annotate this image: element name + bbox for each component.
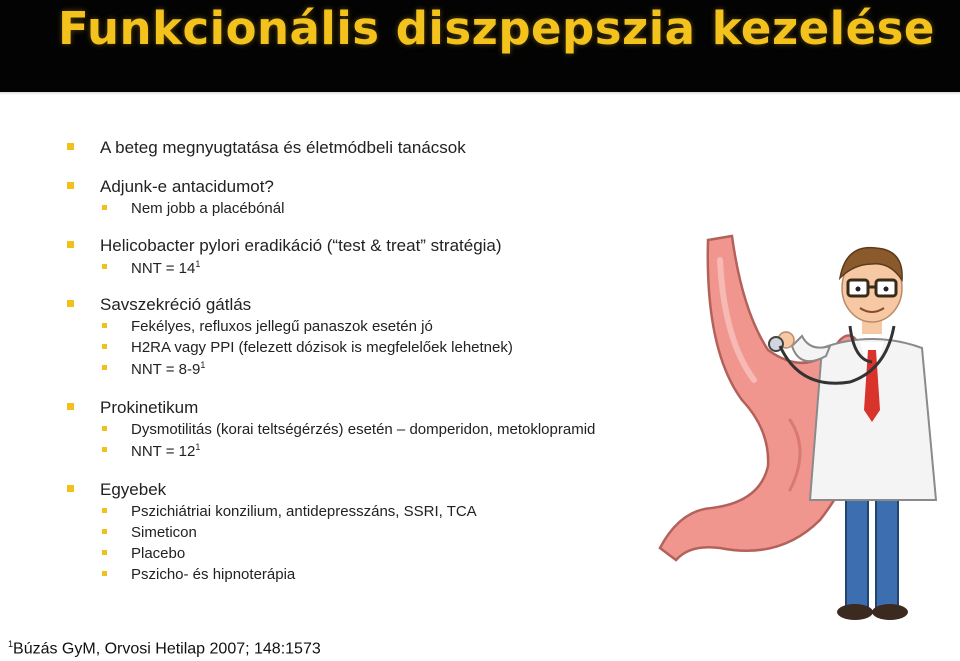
reference-footnote: $^1$Búzás GyM, Orvosi Hetilap 2007; 148:1573: [8, 639, 321, 658]
bullet-other: Egyebek: [100, 480, 167, 499]
sub-bullet-psychotherapy: Pszicho- és hipnoterápia: [131, 566, 296, 583]
sub-bullet-placebo: Placebo: [131, 545, 186, 562]
doctor-with-stomach-illustration: [650, 230, 950, 630]
bullet-acid-suppression: Savszekréció gátlás: [100, 295, 252, 314]
sub-bullet-psychiatric: Pszichiátriai konzilium, antidepresszáns, SSRI, TCA: [131, 503, 477, 520]
sub-bullet-nnt-hp: NNT = $14^1$: [131, 259, 201, 277]
bullet-prokinetic: Prokinetikum: [100, 398, 199, 417]
bullet-hp-eradication: Helicobacter pylori eradikáció (“test & treat” stratégia): [100, 236, 502, 255]
sub-bullet-nnt-prokinetic: NNT = $12^1$: [131, 442, 201, 460]
sub-bullet-nnt-acid: NNT = $8-9^1$: [131, 360, 206, 378]
bullet-antacid: Adjunk-e antacidumot?: [100, 177, 274, 196]
sub-bullet-ulcer-reflux: Fekélyes, refluxos jellegű panaszok esetén jó: [131, 318, 433, 335]
slide-title: Funkcionális diszpepszia kezelése: [58, 2, 935, 55]
sub-bullet-h2ra-ppi: H2RA vagy PPI (felezett dózisok is megfelelőek lehetnek): [131, 339, 513, 356]
sub-bullet-placebo-compare: Nem jobb a placébónál: [131, 200, 285, 217]
bullet-reassurance: A beteg megnyugtatása és életmódbeli tanácsok: [100, 138, 466, 157]
sub-bullet-simethicone: Simeticon: [131, 524, 197, 541]
sub-bullet-dysmotility: Dysmotilitás (korai teltségérzés) esetén – domperidon, metoklopramid: [131, 421, 596, 438]
